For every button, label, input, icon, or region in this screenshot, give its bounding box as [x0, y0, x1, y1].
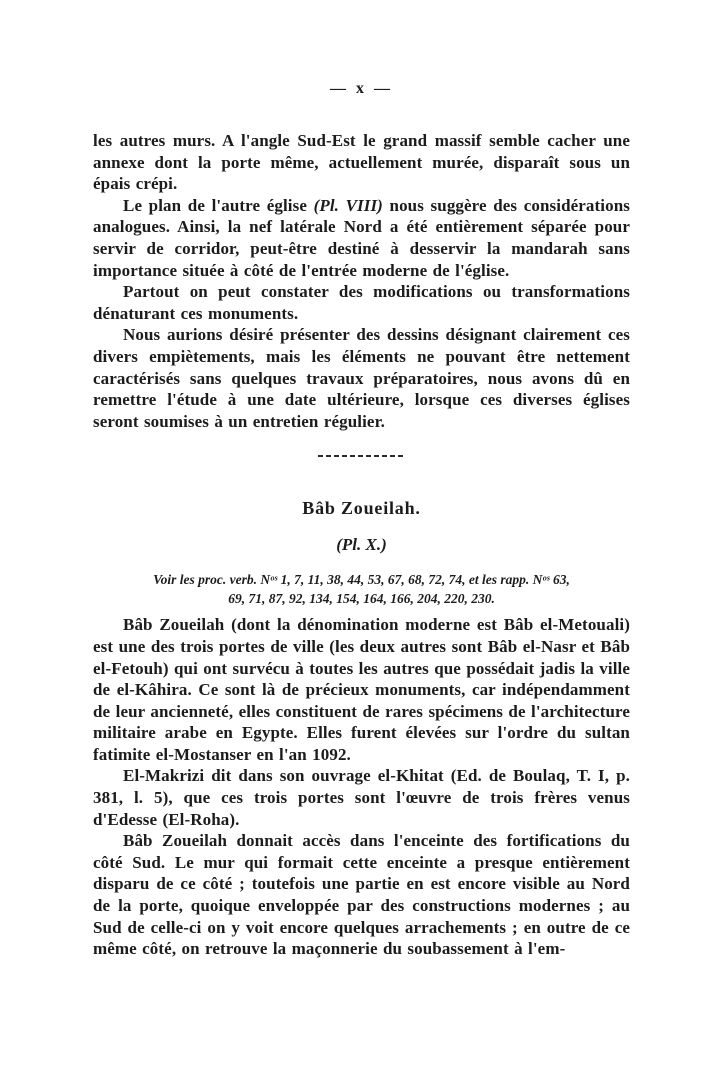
paragraph: [93, 195, 630, 281]
paragraph: El-Makrizi dit dans son ouvrage el-Khitat (Ed. de Boulaq, T. I, p. 381, l. 5), que ces trois portes sont l'œuvre de trois frères venus d'Edesse (El-Roha).: [93, 766, 630, 829]
paragraph: Bâb Zoueilah (dont la dénomination moderne est Bâb el-Metouali) est une des trois portes de ville (les deux autres sont Bâb el-Nasr et Bâb el-Fetouh) qui ont survécu à toutes les autres que possédait jadis la ville de el-Kâhira. Ce sont là de précieux monuments, car indépendamment de leur ancienneté, elles constituent de rares spécimens de l'architecture militaire arabe en Egypte. Elles furent élevées sur l'ordre du sultan fatimite el-Mostanser en l'an 1092.: [93, 615, 630, 764]
paragraph-text: Le plan de l'autre église: [123, 195, 314, 215]
page-number: — x —: [330, 80, 393, 97]
section-body: [93, 614, 630, 960]
text-column: [93, 80, 630, 960]
section-plate-reference: (Pl. X.): [336, 535, 387, 555]
references-note: [93, 570, 630, 608]
section-title: Bâb Zoueilah.: [302, 498, 421, 519]
section-separator-rule: [318, 455, 406, 457]
references-note-line: 69, 71, 87, 92, 134, 154, 164, 166, 204, 220, 230.: [228, 591, 495, 607]
paragraph: Bâb Zoueilah donnait accès dans l'enceinte des fortifications du côté Sud. Le mur qui formait cette enceinte a presque entièrement disparu de ce côté ; toutefois une partie en est encore visible au Nord de la porte, quoique enveloppée par des constructions modernes ; au Sud de celle-ci on y voit encore quelques arrachements ; en outre de ce même côté, on retrouve la maçonnerie du soubassement à l'em-: [93, 831, 630, 959]
plate-reference: (Pl. VIII): [313, 195, 383, 215]
paragraph-continued: les autres murs. A l'angle Sud-Est le grand massif semble cacher une annexe dont la porte même, actuellement murée, disparaît sous un épais crépi.: [93, 131, 630, 194]
intro-section: [93, 130, 630, 432]
paragraph: Partout on peut constater des modifications ou transformations dénaturant ces monuments.: [93, 282, 630, 323]
paragraph-text: nous suggère des considérations analogues. Ainsi, la nef latérale Nord a été entièrement séparée pour servir de corridor, peut-être destiné à desservir la mandarah sans importance située à côté de l'entrée moderne de l'église.: [93, 195, 630, 280]
references-note-line: Voir les proc. verb. Nᵒˢ 1, 7, 11, 38, 44, 53, 67, 68, 72, 74, et les rapp. Nᵒˢ 63,: [153, 572, 570, 588]
paragraph: Nous aurions désiré présenter des dessins désignant clairement ces divers empiètements, mais les éléments ne pouvant être nettement caractérisés sans quelques travaux préparatoires, nous avons dû en remettre l'étude à une date ultérieure, lorsque ces diverses églises seront soumises à un entretien régulier.: [93, 325, 630, 431]
